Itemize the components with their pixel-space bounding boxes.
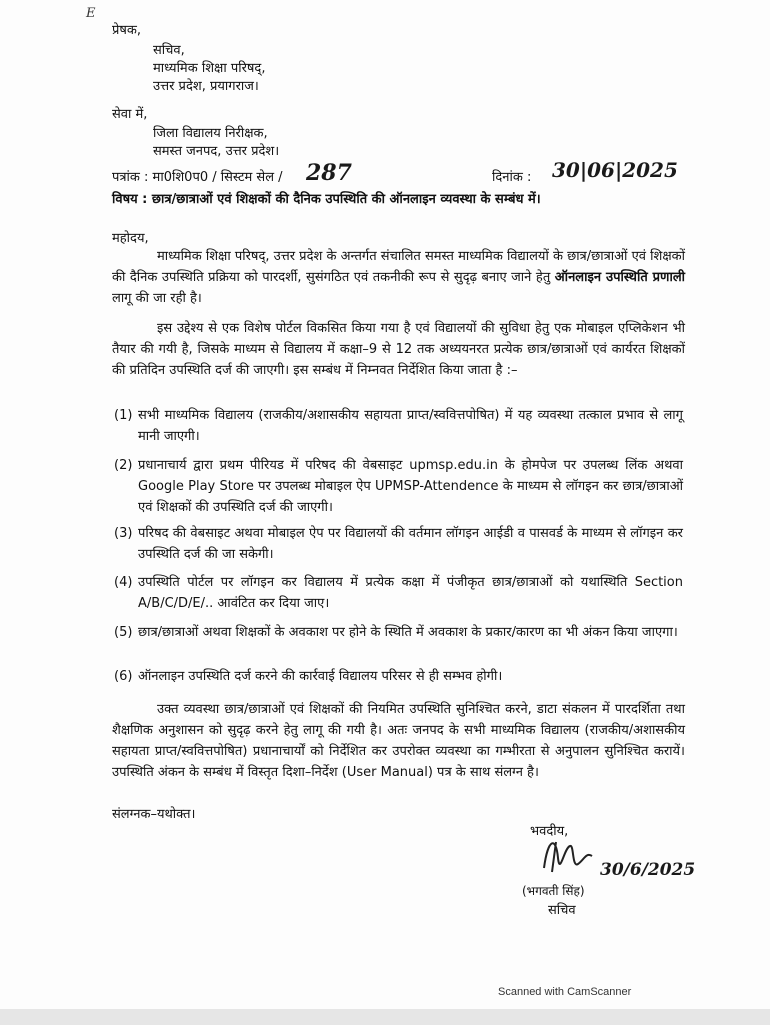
signature-scribble	[534, 828, 604, 884]
subject-line: विषय : छात्र/छात्राओं एवं शिक्षकों की दैनिक उपस्थिति की ऑनलाइन व्यवस्था के सम्बंध में।	[112, 192, 541, 207]
list-item	[114, 455, 683, 518]
enclosure-note: संलग्नक–यथोक्त।	[112, 807, 196, 822]
list-text: सभी माध्यमिक विद्यालय (राजकीय/अशासकीय सहायता प्राप्त/स्ववित्तपोषित) में यह व्यवस्था तत्काल प्रभाव से लागू मानी जाएगी।	[138, 408, 683, 444]
list-text: ऑनलाइन उपस्थिति दर्ज करने की कार्रवाई विद्यालय परिसर से ही सम्भव होगी।	[138, 669, 503, 684]
list-item	[114, 405, 683, 447]
list-number: (1)	[114, 408, 133, 423]
paragraph-text: लागू की जा रही है।	[112, 291, 202, 306]
list-text: प्रधानाचार्य द्वारा प्रथम पीरियड में परिषद की वेबसाइट upmsp.edu.in के होमपेज पर उपलब्ध लिंक अथवा Google Play Store पर उपलब्ध मोबाइल ऐप UPMSP-Attendence के माध्यम से लॉगइन कर छात्र/छात्राओं एवं शिक्षकों की उपस्थिति दर्ज की जाएगी।	[138, 458, 683, 515]
list-item	[114, 622, 683, 643]
reference-number: 287	[306, 160, 352, 186]
list-number: (4)	[114, 575, 133, 590]
valediction: भवदीय,	[530, 824, 569, 839]
salutation: महोदय,	[112, 231, 149, 246]
list-number: (5)	[114, 625, 133, 640]
date-label: दिनांक :	[492, 170, 532, 185]
list-item	[114, 572, 683, 614]
list-text: परिषद की वेबसाइट अथवा मोबाइल ऐप पर विद्यालयों की वर्तमान लॉगइन आईडी व पासवर्ड के माध्यम से लॉगइन कर उपस्थिति दर्ज की जा सकेगी।	[138, 526, 683, 562]
signatory-designation: सचिव	[548, 903, 576, 918]
reference-label: पत्रांक : मा0शि0प0 / सिस्टम सेल /	[112, 170, 283, 185]
sender-line: माध्यमिक शिक्षा परिषद्,	[153, 61, 266, 76]
date-value: 30|06|2025	[552, 158, 678, 182]
recipient-label: सेवा में,	[112, 107, 148, 122]
recipient-line: समस्त जनपद, उत्तर प्रदेश।	[153, 144, 280, 159]
list-text: उपस्थिति पोर्टल पर लॉगइन कर विद्यालय में प्रत्येक कक्षा में पंजीकृत छात्र/छात्राओं को यथास्थिति Section A/B/C/D/E/.. आवंटित कर दिया जाए।	[138, 575, 683, 611]
list-number: (3)	[114, 526, 133, 541]
paragraph-emphasis: ऑनलाइन उपस्थिति प्रणाली	[554, 270, 685, 285]
scanner-watermark: Scanned with CamScanner	[498, 986, 632, 998]
corner-mark: E	[86, 6, 96, 21]
signatory-name: (भगवती सिंह)	[522, 884, 585, 898]
list-item	[114, 523, 683, 565]
signature-date: 30/6/2025	[600, 860, 696, 880]
list-number: (6)	[114, 669, 133, 684]
body-paragraph: उक्त व्यवस्था छात्र/छात्राओं एवं शिक्षकों की नियमित उपस्थिति सुनिश्चित करने, डाटा संकलन में पारदर्शिता तथा शैक्षणिक अनुशासन को सुदृढ़ करने हेतु लागू की गयी है। अतः जनपद के सभी माध्यमिक विद्यालय (राजकीय/अशासकीय सहायता प्राप्त/स्ववित्तपोषित) प्रधानाचार्यों को निर्देशित कर उपरोक्त व्यवस्था का गम्भीरता से अनुपालन सुनिश्चित करायें। उपस्थिति अंकन के सम्बंध में विस्तृत दिशा–निर्देश (User Manual) पत्र के साथ संलग्न है।	[112, 702, 685, 780]
paragraph-text: माध्यमिक शिक्षा परिषद्, उत्तर प्रदेश के अन्तर्गत संचालित समस्त माध्यमिक विद्यालयों के छात्र/छात्राओं एवं शिक्षकों की दैनिक उपस्थिति प्रक्रिया को पारदर्शी, सुसंगठित एवं तकनीकी रूप से सुदृढ़ बनाए जाने हेतु	[112, 249, 685, 285]
list-text: छात्र/छात्राओं अथवा शिक्षकों के अवकाश पर होने के स्थिति में अवकाश के प्रकार/कारण का भी अंकन किया जाएगा।	[138, 625, 678, 640]
list-number: (2)	[114, 458, 133, 473]
recipient-line: जिला विद्यालय निरीक्षक,	[153, 126, 268, 141]
body-paragraph: इस उद्देश्य से एक विशेष पोर्टल विकसित किया गया है एवं विद्यालयों की सुविधा हेतु एक मोबाइल एप्लिकेशन भी तैयार की गयी है, जिसके माध्यम से विद्यालय में कक्षा–9 से 12 तक अध्ययनरत प्रत्येक छात्र/छात्राओं एवं कार्यरत शिक्षकों की प्रतिदिन उपस्थिति दर्ज की जाएगी। इस सम्बंध में निम्नवत निर्देशित किया जाता है :–	[112, 321, 685, 378]
list-item	[114, 666, 683, 687]
sender-label: प्रेषक,	[112, 23, 142, 38]
sender-line: सचिव,	[153, 43, 185, 58]
sender-line: उत्तर प्रदेश, प्रयागराज।	[153, 79, 259, 94]
bottom-strip	[0, 1009, 770, 1025]
body-paragraph	[112, 246, 685, 309]
